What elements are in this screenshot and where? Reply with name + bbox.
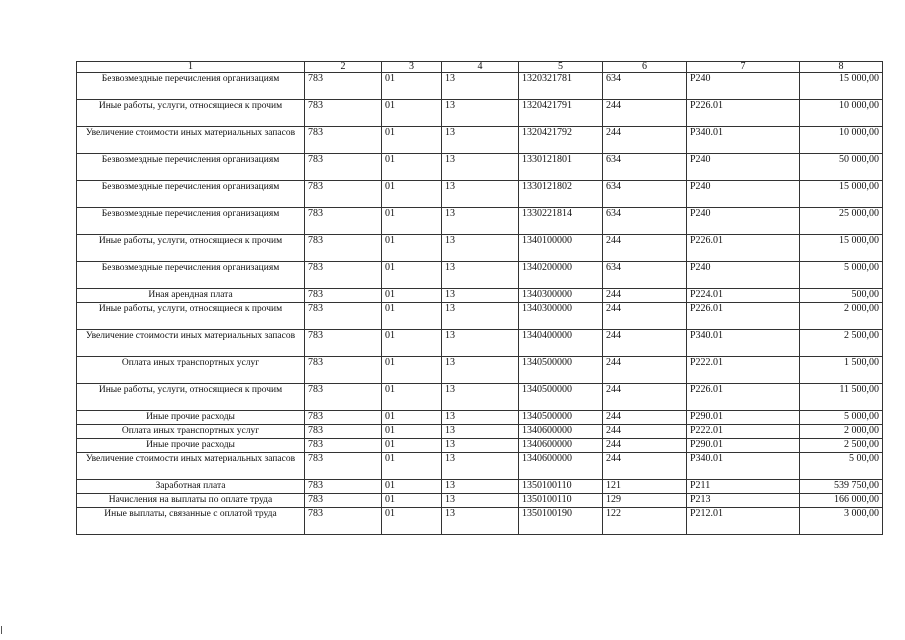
- code-7-cell: Р212.01: [687, 508, 800, 535]
- header-cell-4: 4: [442, 62, 519, 73]
- code-4-cell: 13: [442, 181, 519, 208]
- expense-name-cell: Безвозмездные перечисления организациям: [77, 181, 305, 208]
- code-6-cell: 244: [603, 357, 687, 384]
- code-7-cell: Р226.01: [687, 384, 800, 411]
- expense-name-cell: Безвозмездные перечисления организациям: [77, 208, 305, 235]
- code-3-cell: 01: [382, 127, 442, 154]
- code-3-cell: 01: [382, 262, 442, 289]
- code-5-cell: 1340600000: [519, 439, 603, 453]
- code-2-cell: 783: [305, 262, 382, 289]
- code-4-cell: 13: [442, 154, 519, 181]
- code-5-cell: 1340500000: [519, 411, 603, 425]
- code-2-cell: 783: [305, 411, 382, 425]
- table-row: [77, 262, 883, 289]
- expense-name-cell: Иные работы, услуги, относящиеся к прочим: [77, 303, 305, 330]
- expense-name-cell: Безвозмездные перечисления организациям: [77, 154, 305, 181]
- code-3-cell: 01: [382, 411, 442, 425]
- code-6-cell: 634: [603, 262, 687, 289]
- code-4-cell: 13: [442, 384, 519, 411]
- table-row: [77, 154, 883, 181]
- amount-cell: 10 000,00: [800, 127, 883, 154]
- amount-cell: 5 000,00: [800, 411, 883, 425]
- expense-name-cell: Иные работы, услуги, относящиеся к прочим: [77, 100, 305, 127]
- code-4-cell: 13: [442, 439, 519, 453]
- code-6-cell: 244: [603, 330, 687, 357]
- code-2-cell: 783: [305, 330, 382, 357]
- header-cell-8: 8: [800, 62, 883, 73]
- code-7-cell: Р240: [687, 181, 800, 208]
- code-3-cell: 01: [382, 235, 442, 262]
- code-6-cell: 244: [603, 384, 687, 411]
- code-5-cell: 1320421792: [519, 127, 603, 154]
- code-7-cell: Р340.01: [687, 127, 800, 154]
- header-cell-1: 1: [77, 62, 305, 73]
- code-2-cell: 783: [305, 289, 382, 303]
- code-3-cell: 01: [382, 303, 442, 330]
- amount-cell: 539 750,00: [800, 480, 883, 494]
- code-7-cell: Р240: [687, 262, 800, 289]
- code-6-cell: 244: [603, 100, 687, 127]
- amount-cell: 15 000,00: [800, 235, 883, 262]
- code-6-cell: 244: [603, 425, 687, 439]
- code-6-cell: 634: [603, 73, 687, 100]
- code-5-cell: 1330121801: [519, 154, 603, 181]
- code-3-cell: 01: [382, 100, 442, 127]
- code-2-cell: 783: [305, 181, 382, 208]
- code-7-cell: Р226.01: [687, 235, 800, 262]
- table-row: [77, 235, 883, 262]
- table-row: [77, 508, 883, 535]
- code-5-cell: 1320421791: [519, 100, 603, 127]
- budget-table: [76, 61, 883, 535]
- header-cell-2: 2: [305, 62, 382, 73]
- code-4-cell: 13: [442, 127, 519, 154]
- code-4-cell: 13: [442, 453, 519, 480]
- code-6-cell: 244: [603, 303, 687, 330]
- scan-mark: [1, 626, 2, 634]
- amount-cell: 500,00: [800, 289, 883, 303]
- code-5-cell: 1340300000: [519, 289, 603, 303]
- code-5-cell: 1340600000: [519, 425, 603, 439]
- code-7-cell: Р224.01: [687, 289, 800, 303]
- code-6-cell: 121: [603, 480, 687, 494]
- code-2-cell: 783: [305, 357, 382, 384]
- expense-name-cell: Заработная плата: [77, 480, 305, 494]
- header-cell-3: 3: [382, 62, 442, 73]
- code-6-cell: 244: [603, 453, 687, 480]
- expense-name-cell: Безвозмездные перечисления организациям: [77, 73, 305, 100]
- code-2-cell: 783: [305, 73, 382, 100]
- code-4-cell: 13: [442, 235, 519, 262]
- code-4-cell: 13: [442, 508, 519, 535]
- code-3-cell: 01: [382, 330, 442, 357]
- code-2-cell: 783: [305, 494, 382, 508]
- code-2-cell: 783: [305, 303, 382, 330]
- code-5-cell: 1340400000: [519, 330, 603, 357]
- expense-name-cell: Безвозмездные перечисления организациям: [77, 262, 305, 289]
- amount-cell: 10 000,00: [800, 100, 883, 127]
- code-6-cell: 129: [603, 494, 687, 508]
- code-3-cell: 01: [382, 357, 442, 384]
- table-row: [77, 100, 883, 127]
- code-6-cell: 244: [603, 439, 687, 453]
- code-4-cell: 13: [442, 73, 519, 100]
- code-2-cell: 783: [305, 127, 382, 154]
- expense-name-cell: Иные выплаты, связанные с оплатой труда: [77, 508, 305, 535]
- code-6-cell: 244: [603, 411, 687, 425]
- code-2-cell: 783: [305, 508, 382, 535]
- code-5-cell: 1350100110: [519, 480, 603, 494]
- code-6-cell: 244: [603, 289, 687, 303]
- amount-cell: 15 000,00: [800, 73, 883, 100]
- code-5-cell: 1330221814: [519, 208, 603, 235]
- expense-name-cell: Оплата иных транспортных услуг: [77, 357, 305, 384]
- header-cell-7: 7: [687, 62, 800, 73]
- code-4-cell: 13: [442, 303, 519, 330]
- expense-name-cell: Иные прочие расходы: [77, 411, 305, 425]
- code-3-cell: 01: [382, 480, 442, 494]
- code-2-cell: 783: [305, 439, 382, 453]
- code-2-cell: 783: [305, 384, 382, 411]
- amount-cell: 15 000,00: [800, 181, 883, 208]
- code-5-cell: 1330121802: [519, 181, 603, 208]
- code-5-cell: 1340600000: [519, 453, 603, 480]
- amount-cell: 11 500,00: [800, 384, 883, 411]
- amount-cell: 3 000,00: [800, 508, 883, 535]
- code-6-cell: 634: [603, 181, 687, 208]
- table-row: [77, 384, 883, 411]
- expense-name-cell: Начисления на выплаты по оплате труда: [77, 494, 305, 508]
- code-7-cell: Р240: [687, 154, 800, 181]
- table-row: [77, 494, 883, 508]
- code-2-cell: 783: [305, 208, 382, 235]
- code-5-cell: 1340300000: [519, 303, 603, 330]
- code-7-cell: Р211: [687, 480, 800, 494]
- table-row: [77, 411, 883, 425]
- code-7-cell: Р226.01: [687, 303, 800, 330]
- code-7-cell: Р340.01: [687, 453, 800, 480]
- table-row: [77, 289, 883, 303]
- header-cell-5: 5: [519, 62, 603, 73]
- header-row: [77, 62, 883, 73]
- expense-name-cell: Иные прочие расходы: [77, 439, 305, 453]
- amount-cell: 50 000,00: [800, 154, 883, 181]
- code-7-cell: Р213: [687, 494, 800, 508]
- code-3-cell: 01: [382, 154, 442, 181]
- table-row: [77, 425, 883, 439]
- table-row: [77, 357, 883, 384]
- code-7-cell: Р290.01: [687, 411, 800, 425]
- code-4-cell: 13: [442, 357, 519, 384]
- code-4-cell: 13: [442, 262, 519, 289]
- amount-cell: 2 500,00: [800, 330, 883, 357]
- code-3-cell: 01: [382, 508, 442, 535]
- expense-name-cell: Увеличение стоимости иных материальных запасов: [77, 453, 305, 480]
- code-4-cell: 13: [442, 480, 519, 494]
- code-3-cell: 01: [382, 425, 442, 439]
- amount-cell: 2 000,00: [800, 425, 883, 439]
- code-6-cell: 122: [603, 508, 687, 535]
- code-7-cell: Р222.01: [687, 357, 800, 384]
- code-3-cell: 01: [382, 384, 442, 411]
- code-4-cell: 13: [442, 289, 519, 303]
- code-5-cell: 1340500000: [519, 384, 603, 411]
- code-4-cell: 13: [442, 100, 519, 127]
- table-row: [77, 330, 883, 357]
- table-row: [77, 303, 883, 330]
- code-6-cell: 634: [603, 208, 687, 235]
- amount-cell: 166 000,00: [800, 494, 883, 508]
- code-7-cell: Р240: [687, 73, 800, 100]
- amount-cell: 2 000,00: [800, 303, 883, 330]
- table-row: [77, 127, 883, 154]
- code-3-cell: 01: [382, 453, 442, 480]
- code-7-cell: Р340.01: [687, 330, 800, 357]
- code-2-cell: 783: [305, 154, 382, 181]
- table-row: [77, 181, 883, 208]
- code-6-cell: 244: [603, 235, 687, 262]
- code-5-cell: 1340200000: [519, 262, 603, 289]
- amount-cell: 5 000,00: [800, 262, 883, 289]
- table-body: [77, 62, 883, 535]
- code-3-cell: 01: [382, 73, 442, 100]
- code-2-cell: 783: [305, 100, 382, 127]
- expense-name-cell: Иные работы, услуги, относящиеся к прочим: [77, 235, 305, 262]
- code-2-cell: 783: [305, 480, 382, 494]
- code-7-cell: Р222.01: [687, 425, 800, 439]
- header-cell-6: 6: [603, 62, 687, 73]
- code-6-cell: 634: [603, 154, 687, 181]
- table-row: [77, 208, 883, 235]
- table-row: [77, 453, 883, 480]
- code-3-cell: 01: [382, 289, 442, 303]
- code-5-cell: 1350100190: [519, 508, 603, 535]
- code-5-cell: 1340100000: [519, 235, 603, 262]
- code-5-cell: 1320321781: [519, 73, 603, 100]
- amount-cell: 2 500,00: [800, 439, 883, 453]
- expense-name-cell: Увеличение стоимости иных материальных запасов: [77, 127, 305, 154]
- code-4-cell: 13: [442, 494, 519, 508]
- code-3-cell: 01: [382, 181, 442, 208]
- amount-cell: 25 000,00: [800, 208, 883, 235]
- code-2-cell: 783: [305, 425, 382, 439]
- table-row: [77, 73, 883, 100]
- code-3-cell: 01: [382, 439, 442, 453]
- amount-cell: 1 500,00: [800, 357, 883, 384]
- table-row: [77, 480, 883, 494]
- code-4-cell: 13: [442, 330, 519, 357]
- code-4-cell: 13: [442, 208, 519, 235]
- code-2-cell: 783: [305, 235, 382, 262]
- table-row: [77, 439, 883, 453]
- code-7-cell: Р226.01: [687, 100, 800, 127]
- code-3-cell: 01: [382, 494, 442, 508]
- amount-cell: 5 00,00: [800, 453, 883, 480]
- code-4-cell: 13: [442, 425, 519, 439]
- expense-name-cell: Увеличение стоимости иных материальных запасов: [77, 330, 305, 357]
- expense-name-cell: Иная арендная плата: [77, 289, 305, 303]
- code-7-cell: Р290.01: [687, 439, 800, 453]
- code-4-cell: 13: [442, 411, 519, 425]
- expense-name-cell: Иные работы, услуги, относящиеся к прочим: [77, 384, 305, 411]
- code-2-cell: 783: [305, 453, 382, 480]
- expense-name-cell: Оплата иных транспортных услуг: [77, 425, 305, 439]
- code-6-cell: 244: [603, 127, 687, 154]
- code-7-cell: Р240: [687, 208, 800, 235]
- code-5-cell: 1340500000: [519, 357, 603, 384]
- code-3-cell: 01: [382, 208, 442, 235]
- code-5-cell: 1350100110: [519, 494, 603, 508]
